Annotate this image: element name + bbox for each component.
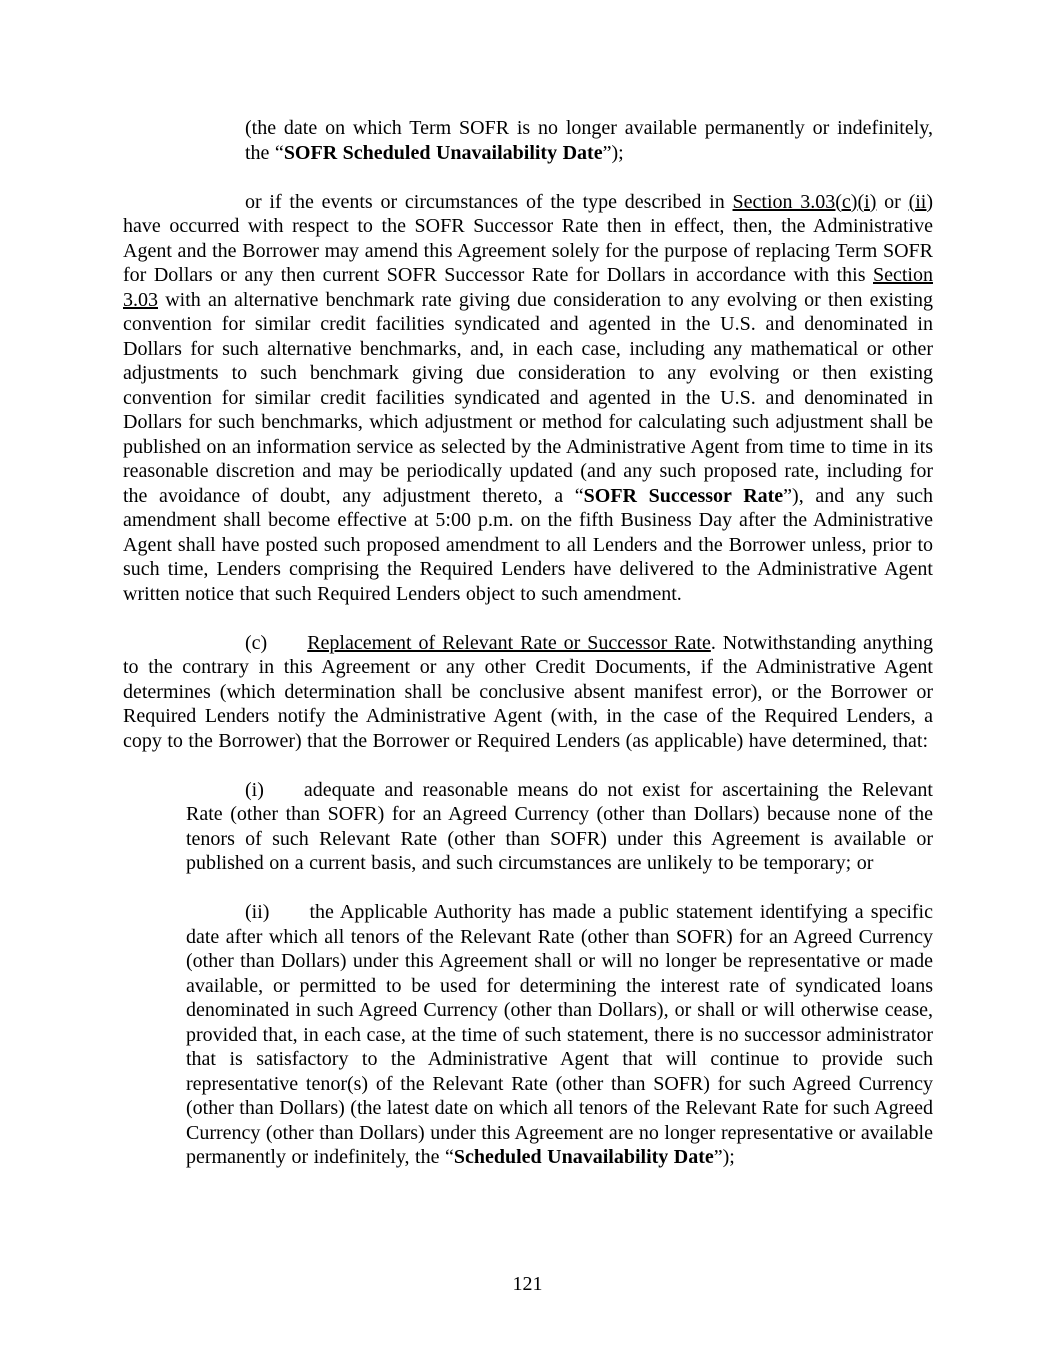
text-segment: (i)	[245, 778, 264, 801]
paragraph-ii-applicable-authority-statement	[186, 900, 933, 1170]
text-segment: or if the events or circumstances of the type described in	[245, 190, 733, 213]
text-segment: (ii)	[245, 901, 270, 923]
paragraph-sofr-scheduled-unavailability-date	[245, 116, 933, 165]
text-segment: . Notwithstanding anything to the contrary in this Agreement or any other Credit Documents, if the Administrative Agent determines (which determination shall be conclusive absent manifest error), or the Borrower or Required Lenders notify the Administrative Agent (with, in the case of the Required Lenders, a copy to the Borrower) that the Borrower or Required Lenders (as applicable) have determined, that:	[123, 631, 933, 752]
text-segment: have occurred with respect to the SOFR Successor Rate then in effect, then, the Administrative Agent and the Borrower may amend this Agreement solely for the purpose of replacing Term SOFR for Dollars or any then current SOFR Successor Rate for Dollars in accordance with this	[123, 215, 933, 286]
text-segment: Scheduled Unavailability Date	[453, 1146, 714, 1168]
text-segment: ”);	[713, 1146, 735, 1168]
text-segment: adequate and reasonable means do not exist for ascertaining the Relevant Rate (other than SOFR) for an Agreed Currency (other than Dollars) because none of the tenors of such Relevant Rate (other than SOFR) under this Agreement is available or published on a current basis, and such circumstances are unlikely to be temporary; or	[186, 778, 933, 874]
text-segment: (ii)	[908, 190, 933, 213]
page-number: 121	[512, 1273, 543, 1295]
text-segment: ”), and any such amendment shall become effective at 5:00 p.m. on the fifth Business Day after the Administrative Agent shall have posted such proposed amendment to all Lenders and the Borrower unless, prior to such time, Lenders comprising the Required Lenders have delivered to the Administrative Agent written notice that such Required Lenders object to such amendment.	[123, 484, 933, 605]
text-segment: with an alternative benchmark rate giving due consideration to any evolving or then existing convention for similar credit facilities syndicated and agented in the U.S. and denominated in Dollars for such alternative benchmarks, and, in each case, including any mathematical or other adjustments to such benchmark giving due consideration to any evolving or then existing convention for similar credit facilities syndicated and agented in the U.S. and denominated in Dollars for such benchmarks, which adjustment or method for calculating such adjustment shall be published on an information service as selected by the Administrative Agent from time to time in its reasonable discretion and may be periodically updated (and any such proposed rate, including for the avoidance of doubt, any adjustment thereto, a “	[123, 288, 933, 507]
text-segment: SOFR Successor Rate	[583, 484, 784, 507]
text-segment: ”);	[602, 141, 624, 164]
paragraph-c-replacement-of-relevant-rate	[123, 631, 933, 754]
text-segment: Section 3.03	[123, 264, 933, 311]
text-segment: Section 3.03(c)(i)	[732, 190, 877, 213]
text-segment: (c)	[245, 631, 268, 654]
text-segment: Replacement of Relevant Rate or Successor Rate	[307, 631, 711, 654]
paragraph-i-adequate-means	[186, 778, 933, 876]
text-segment: SOFR Scheduled Unavailability Date	[283, 141, 603, 164]
text-segment: or	[876, 190, 909, 213]
text-segment: (the date on which Term SOFR is no longer available permanently or indefinitely, the “	[245, 117, 933, 164]
paragraph-sofr-successor-rate-amendment	[123, 190, 933, 607]
text-segment: the Applicable Authority has made a public statement identifying a specific date after which all tenors of the Relevant Rate (other than SOFR) for an Agreed Currency (other than Dollars) under this Agreement shall or will no longer be representative or made available, or permitted to be used for determining the interest rate of syndicated loans denominated in such Agreed Currency (other than Dollars), or shall or will otherwise cease, provided that, in each case, at the time of such statement, there is no successor administrator that is satisfactory to the Administrative Agent that will continue to provide such representative tenor(s) of the Relevant Rate (other than SOFR) for such Agreed Currency (other than Dollars) (the latest date on which all tenors of the Relevant Rate for such Agreed Currency (other than Dollars) under this Agreement are no longer representative or available permanently or indefinitely, the “	[186, 901, 933, 1168]
